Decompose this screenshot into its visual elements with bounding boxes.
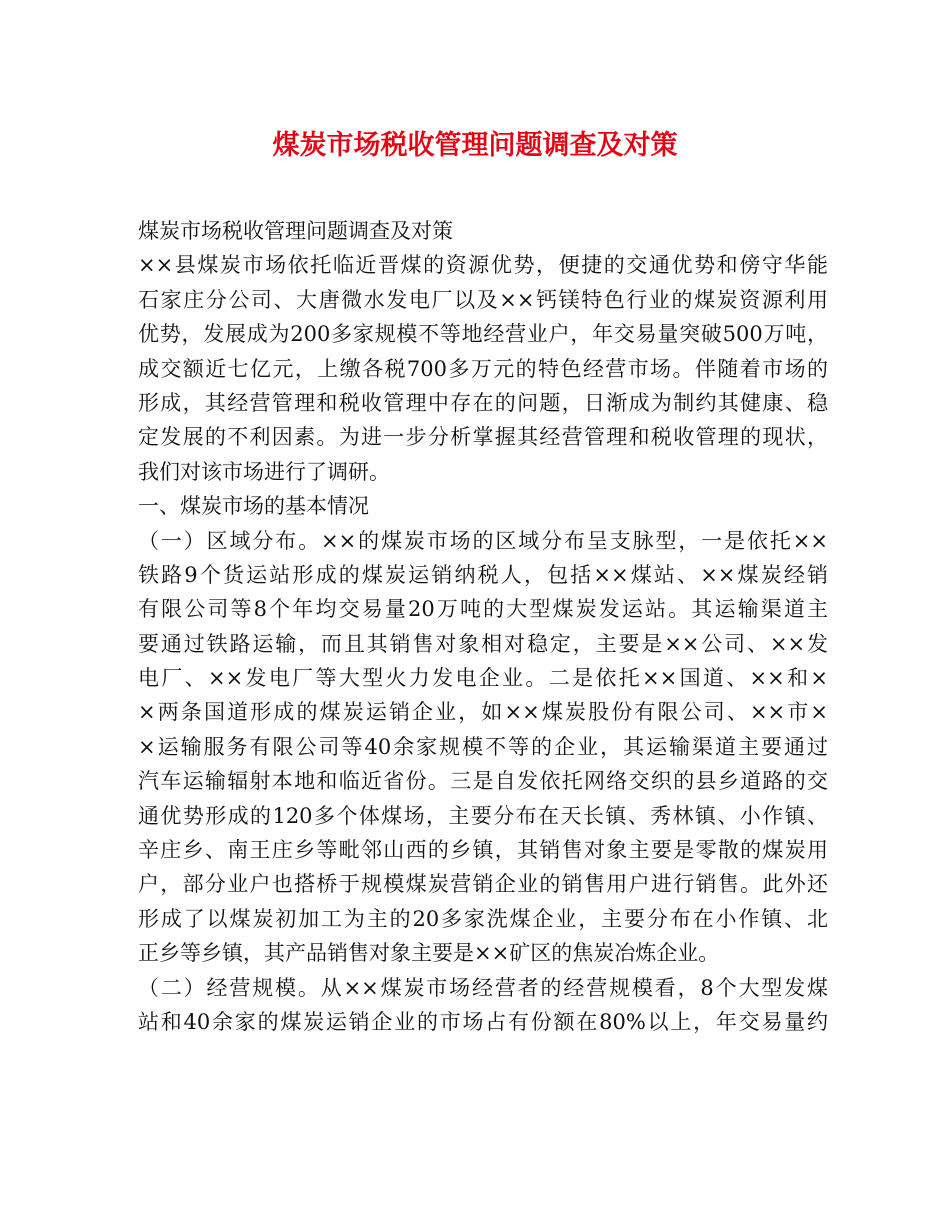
body-line: 煤炭市场税收管理问题调查及对策 <box>138 219 453 243</box>
body-line: 优势，发展成为200多家规模不等地经营业户，年交易量突破500万吨， <box>138 322 828 347</box>
body-line: 我们对该市场进行了调研。 <box>138 459 390 484</box>
body-line: 成交额近七亿元，上缴各税700多万元的特色经营市场。伴随着市场的 <box>138 356 828 381</box>
document-body <box>138 214 828 1039</box>
body-line: 户，部分业户也搭桥于规模煤炭营销企业的销售用户进行销售。此外还 <box>138 872 828 897</box>
body-line: 石家庄分公司、大唐微水发电厂以及××钙镁特色行业的煤炭资源利用 <box>138 287 828 312</box>
section-heading: 一、煤炭市场的基本情况 <box>138 494 369 519</box>
body-line: 形成了以煤炭初加工为主的20多家洗煤企业，主要分布在小作镇、北 <box>138 906 828 931</box>
body-line: 形成，其经营管理和税收管理中存在的问题，日渐成为制约其健康、稳 <box>138 390 828 415</box>
body-line: 正乡等乡镇，其产品销售对象主要是××矿区的焦炭冶炼企业。 <box>138 941 720 966</box>
body-line: 铁路9个货运站形成的煤炭运销纳税人，包括××煤站、××煤炭经销 <box>138 562 828 587</box>
body-line: 要通过铁路运输，而且其销售对象相对稳定，主要是××公司、××发 <box>138 631 828 656</box>
body-line: ×运输服务有限公司等40余家规模不等的企业，其运输渠道主要通过 <box>138 734 828 759</box>
body-line: （一）区域分布。××的煤炭市场的区域分布呈支脉型，一是依托×× <box>138 528 828 553</box>
body-line: 辛庄乡、南王庄乡等毗邻山西的乡镇，其销售对象主要是零散的煤炭用 <box>138 838 828 863</box>
body-line: ×两条国道形成的煤炭运销企业，如××煤炭股份有限公司、××市× <box>138 700 828 725</box>
body-line: （二）经营规模。从××煤炭市场经营者的经营规模看，8个大型发煤 <box>138 975 828 1000</box>
document-title: 煤炭市场税收管理问题调查及对策 <box>272 130 678 161</box>
body-line: 定发展的不利因素。为进一步分析掌握其经营管理和税收管理的现状， <box>138 425 828 450</box>
body-line: ××县煤炭市场依托临近晋煤的资源优势，便捷的交通优势和傍守华能 <box>138 253 828 278</box>
body-line: 站和40余家的煤炭运销企业的市场占有份额在80%以上，年交易量约 <box>138 1009 828 1034</box>
body-line: 通优势形成的120多个体煤场，主要分布在天长镇、秀林镇、小作镇、 <box>138 803 828 828</box>
body-line: 汽车运输辐射本地和临近省份。三是自发依托网络交织的县乡道路的交 <box>138 769 828 794</box>
body-line: 有限公司等8个年均交易量20万吨的大型煤炭发运站。其运输渠道主 <box>138 597 828 622</box>
body-line: 电厂、××发电厂等大型火力发电企业。二是依托××国道、××和× <box>138 666 828 691</box>
